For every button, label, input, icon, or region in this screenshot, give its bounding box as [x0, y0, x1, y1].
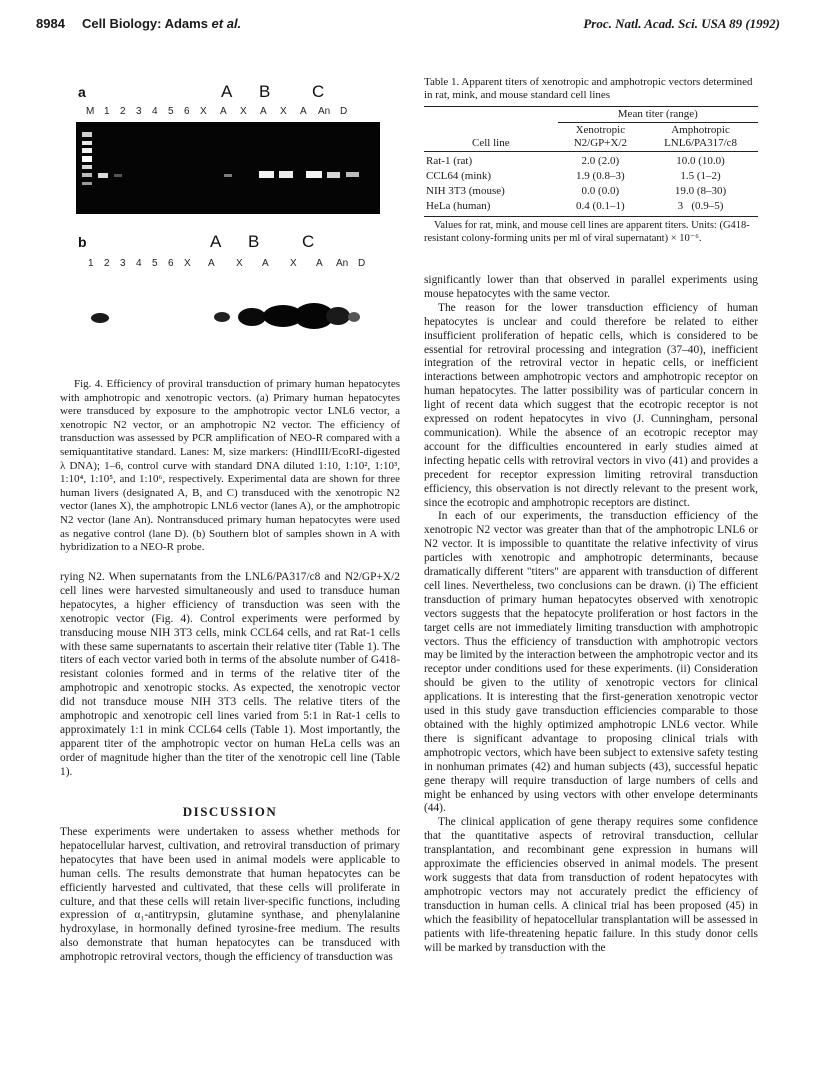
lane-label: X: [290, 258, 297, 269]
lane-label: D: [358, 258, 366, 269]
paragraph: rying N2. When supernatants from the LNL6/PA317/c8 and N2/GP+X/2 cell lines were harvested simultaneously and used to transduce human hepatocytes, a higher efficiency of transduction was seen with the xenotropic vector (Fig. 4). Control experiments were performed by transducing mouse NIH 3T3 cells, mink CCL64 cells, and rat Rat-1 cells with these same supernatants to ascertain their relative titer (Table 1). The titers of each vector varied both in terms of the absolute number of G418-resistant colonies formed and in terms of the relative titer of the amphotropic and xenotropic stocks. As expected, the xenotropic vector did not transduce mouse NIH 3T3 cells. The relative titers of the amphotropic and xenotropic cell lines varied from 5:1 in Rat-1 cells to approximately 1:1 in mink CCL64 cells (Table 1). Most importantly, the apparent titer of the amphotropic vector on human HeLa cells was an order of magnitude higher than the titer of the xenotropic cell line (Table 1).: [60, 571, 400, 778]
col-ampho: Amphotropic LNL6/PA317/c8: [664, 124, 738, 149]
figure-caption: [60, 378, 400, 555]
lane-label: 1: [88, 258, 94, 269]
lane-label: X: [184, 258, 191, 269]
lane-label: X: [236, 258, 243, 269]
caption-text: Efficiency of proviral transduction of primary human hepatocytes with amphotropic and xenotropic vectors. (a) Primary human hepatocytes were transduced by exposure to the amphotropic vector LNL6 vector, a xenotropic N2 vector, or an amphotropic N2 vector. The efficiency of transduction was assessed by PCR amplification of NEO-R compared with a semiquantitative standard. Lanes: M, size markers: (HindIII/EcoRI-digested λ DNA); 1–6, control curve with standard DNA diluted 1:10, 1:10², 1:10³, 1:10⁴, 1:10⁵, and 1:10⁶, respectively. Experimental data are shown for three human livers (designated A, B, and C) transduced with the xenotropic N2 vector (lanes X), the amphotropic LNL6 vector (lanes A), or the amphotropic N2 vector (lane An). Nontransduced primary human hepatocytes were used as negative control (lane D). (b) Southern blot of samples shown in A with hybridization to a NEO-R probe.: [60, 378, 401, 554]
paragraph: In each of our experiments, the transduction efficiency of the xenotropic N2 vector was greater than that of the amphotropic LNL6 or N2 vector. It is impossible to quantitate the relative infectivity of virus particles with xenotropic and amphotropic determinants, because dramatically different "titers" are apparent with transduction of different cell lines. Nevertheless, two conclusions can be drawn. (i) The efficient transduction of primary human hepatocytes observed with xenotropic vectors suggests that the hepatocyte proliferation or host factors in the target cells are not immediately limiting transduction with amphotropic vectors. Thus the efficiency of transduction with amphotropic vectors may be limited by the interaction between the amphotropic vector and its receptor under conditions used for these experiments. (ii) Consideration should be given to the utility of xenotropic vectors for clinical applications. It is interesting that the first-generation xenotropic vector used in this study gave transduction efficiencies comparable to those obtained with the highly optimized amphotropic LNL6 vector. While there is significant advantage to proposing clinical trials with amphotropic vectors, which have been subject to extensive safety testing in nonhuman primates (42) and human subjects (43), successful hepatic gene therapy will require transduction of large numbers of cells and might be enhanced by using vectors with other envelope determinants (44).: [424, 510, 758, 815]
lane-label: 3: [120, 258, 126, 269]
lane-label: X: [280, 106, 287, 117]
table-row: CCL64 (mink) 1.9 (0.8–3) 1.5 (1–2): [426, 170, 721, 182]
lane-label: D: [340, 106, 348, 117]
lane-label: A: [316, 258, 323, 269]
lane-label: 6: [184, 106, 190, 117]
paragraph: These experiments were undertaken to assess whether methods for hepatocellular harvest, cultivation, and retroviral transduction of primary hepatocytes that have been used in animal models were applicable to human cells. The results demonstrate that human hepatocytes can be efficiently harvested and cultivated, that these cells will proliferate in culture, and that these cells will retain liver-specific functions, including expression of α₁-antitrypsin, glutamine synthase, and phenylalanine hydroxylase, in hormonally defined tyrosine-free medium. The results also demonstrate that human hepatocytes can be transduced with amphotropic retroviral vectors, though the efficiency of transduction was: [60, 826, 400, 964]
table-row: NIH 3T3 (mouse) 0.0 (0.0) 19.0 (8–30): [426, 185, 727, 197]
blot-spot: [326, 307, 350, 325]
lane-label: 6: [168, 258, 174, 269]
lane-label: 2: [120, 106, 126, 117]
lane-label: 2: [104, 258, 110, 269]
lane-labels-b: [88, 258, 388, 272]
section-title: Cell Biology: Adams et al.: [82, 16, 242, 31]
figure-4: [60, 76, 400, 356]
product-band: [306, 171, 322, 178]
product-band: [98, 173, 108, 178]
lane-label: A: [220, 106, 227, 117]
ladder-band: [82, 132, 92, 137]
group-label-b2: B: [248, 232, 260, 251]
ladder-band: [82, 173, 92, 177]
lane-label: M: [86, 106, 95, 117]
product-band: [327, 172, 340, 178]
lane-label: A: [262, 258, 269, 269]
product-band: [279, 171, 293, 178]
table-grid: [424, 107, 758, 214]
group-label-a1: A: [221, 82, 233, 101]
blot-spot: [91, 313, 109, 323]
group-label-a3: C: [312, 82, 325, 101]
ladder-band: [82, 148, 92, 153]
authors-etal: et al.: [211, 16, 242, 31]
lane-label: An: [318, 106, 331, 117]
paragraph: The reason for the lower transduction efficiency of human hepatocytes is unclear and could therefore be related to either insufficient proliferation of hepatic cells, which is considered to be essential for retroviral processing and integration (37–40), inefficient integration of the retroviral vector in hepatic cells, or inefficient interactions between amphotropic vectors and amphotropic receptor on human hepatocytes. The latter possibility was of particular concern in light of recent data which suggest that the ecotropic receptor is not expressed on rodent hepatocytes in vivo (J. Cunningham, personal communication). While the absence of an ecotropic receptor may account for the difficulties encountered in early studies aimed at infecting hepatic cells with retroviral vectors in vivo (41) and provides a precedent for receptor expression limiting retroviral transduction efficiency, this observation is not directly relevant to the present work, since the ecotropic and amphotropic receptors are distinct.: [424, 301, 758, 509]
right-body: [424, 274, 758, 955]
discussion-body: [60, 826, 400, 965]
gel-bands: [76, 122, 380, 214]
lane-label: A: [260, 106, 267, 117]
blot-spot: [214, 312, 230, 322]
col-xeno: Xenotropic N2/GP+X/2: [573, 124, 627, 149]
group-label-a2: B: [259, 82, 271, 101]
panel-b-label: b: [78, 234, 87, 250]
ladder-band: [82, 141, 92, 145]
group-label-b3: C: [302, 232, 315, 251]
product-band: [346, 172, 359, 177]
lane-label: 4: [152, 106, 158, 117]
product-band: [114, 174, 122, 177]
group-label-b1: A: [210, 232, 222, 251]
ladder-band: [82, 165, 92, 169]
lane-label: 4: [136, 258, 142, 269]
lane-label: X: [240, 106, 247, 117]
table-footnote: Values for rat, mink, and mouse cell lines are apparent titers. Units: (G418-resistant colony-forming units per ml of viral supernatant) × 10⁻⁶.: [424, 220, 750, 244]
discussion-heading: DISCUSSION: [182, 804, 278, 819]
paragraph: significantly lower than that observed in parallel experiments using mouse hepatocytes with the same vector.: [424, 274, 758, 300]
ladder-band: [82, 182, 92, 185]
gel-image: [76, 122, 380, 214]
lane-labels-a: [80, 106, 390, 120]
product-band: [259, 171, 274, 178]
running-header: [36, 16, 780, 38]
southern-blot: [76, 282, 386, 352]
table-row: Rat-1 (rat) 2.0 (2.0) 10.0 (10.0): [426, 155, 725, 167]
product-band: [224, 174, 232, 177]
lane-label: A: [208, 258, 215, 269]
ladder-band: [82, 156, 92, 162]
lane-label: X: [200, 106, 207, 117]
lane-label: 1: [104, 106, 110, 117]
blot-spot: [238, 308, 266, 326]
lane-label: 5: [168, 106, 174, 117]
journal-citation: Proc. Natl. Acad. Sci. USA 89 (1992): [583, 16, 780, 31]
paragraph: The clinical application of gene therapy requires some confidence that the quantitative aspects of retroviral transduction, cellular transplantation, and recombinant gene expression in humans will approximate the efficiencies observed in animal models. The present work suggests that data from transduction of rodent hepatocytes with amphotropic vectors may not accurately predict the efficiency of transduction in human cells. A clinical trial has been proposed (45) in which the feasibility of hepatocellular transplantation will be assessed in patients with life-threatening hepatic failure. In this study donor cells will be marked by transduction with the: [424, 816, 758, 954]
left-body: [60, 571, 400, 780]
lane-label: 5: [152, 258, 158, 269]
lane-label: An: [336, 258, 349, 269]
col-cell-line: Cell line: [472, 137, 510, 149]
table-title: Table 1. Apparent titers of xenotropic and amphotropic vectors determined in rat, mink, and mouse standard cell lines: [424, 76, 753, 101]
lane-label: A: [300, 106, 307, 117]
lane-label: 3: [136, 106, 142, 117]
caption-label: Fig. 4.: [74, 378, 104, 390]
span-header: Mean titer (range): [558, 107, 758, 123]
table-1: [424, 76, 758, 245]
blot-spot: [348, 312, 360, 322]
page-number: 8984: [36, 16, 65, 31]
panel-a-label: a: [78, 84, 86, 100]
table-row: HeLa (human) 0.4 (0.1–1) 3 (0.9–5): [426, 200, 724, 212]
